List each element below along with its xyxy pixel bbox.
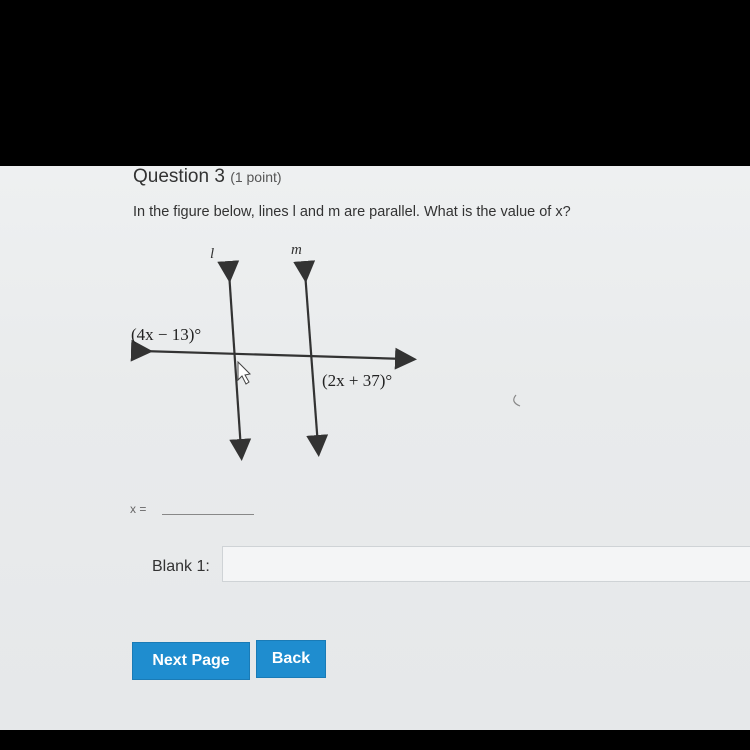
line-m-label: m bbox=[291, 242, 302, 258]
question-points: (1 point) bbox=[230, 169, 282, 185]
line-l bbox=[229, 272, 241, 450]
x-answer-underline bbox=[162, 514, 254, 515]
parallel-lines-figure bbox=[0, 166, 750, 496]
line-m bbox=[305, 272, 318, 446]
stray-mark bbox=[514, 395, 520, 406]
question-prompt: In the figure below, lines l and m are parallel. What is the value of x? bbox=[133, 204, 571, 220]
blank-1-input[interactable] bbox=[222, 546, 750, 582]
angle-left-label: (4x − 13)° bbox=[131, 325, 202, 344]
transversal-line bbox=[142, 351, 406, 359]
mouse-cursor-icon bbox=[238, 362, 250, 384]
angle-right-label: (2x + 37)° bbox=[322, 371, 393, 390]
x-equals-label: x = bbox=[130, 502, 147, 516]
back-button[interactable]: Back bbox=[256, 640, 326, 678]
next-page-button[interactable]: Next Page bbox=[132, 642, 250, 680]
line-l-label: l bbox=[210, 246, 215, 262]
quiz-screen bbox=[0, 166, 750, 730]
blank-1-label: Blank 1: bbox=[152, 558, 210, 575]
question-number: Question 3 bbox=[133, 166, 225, 187]
